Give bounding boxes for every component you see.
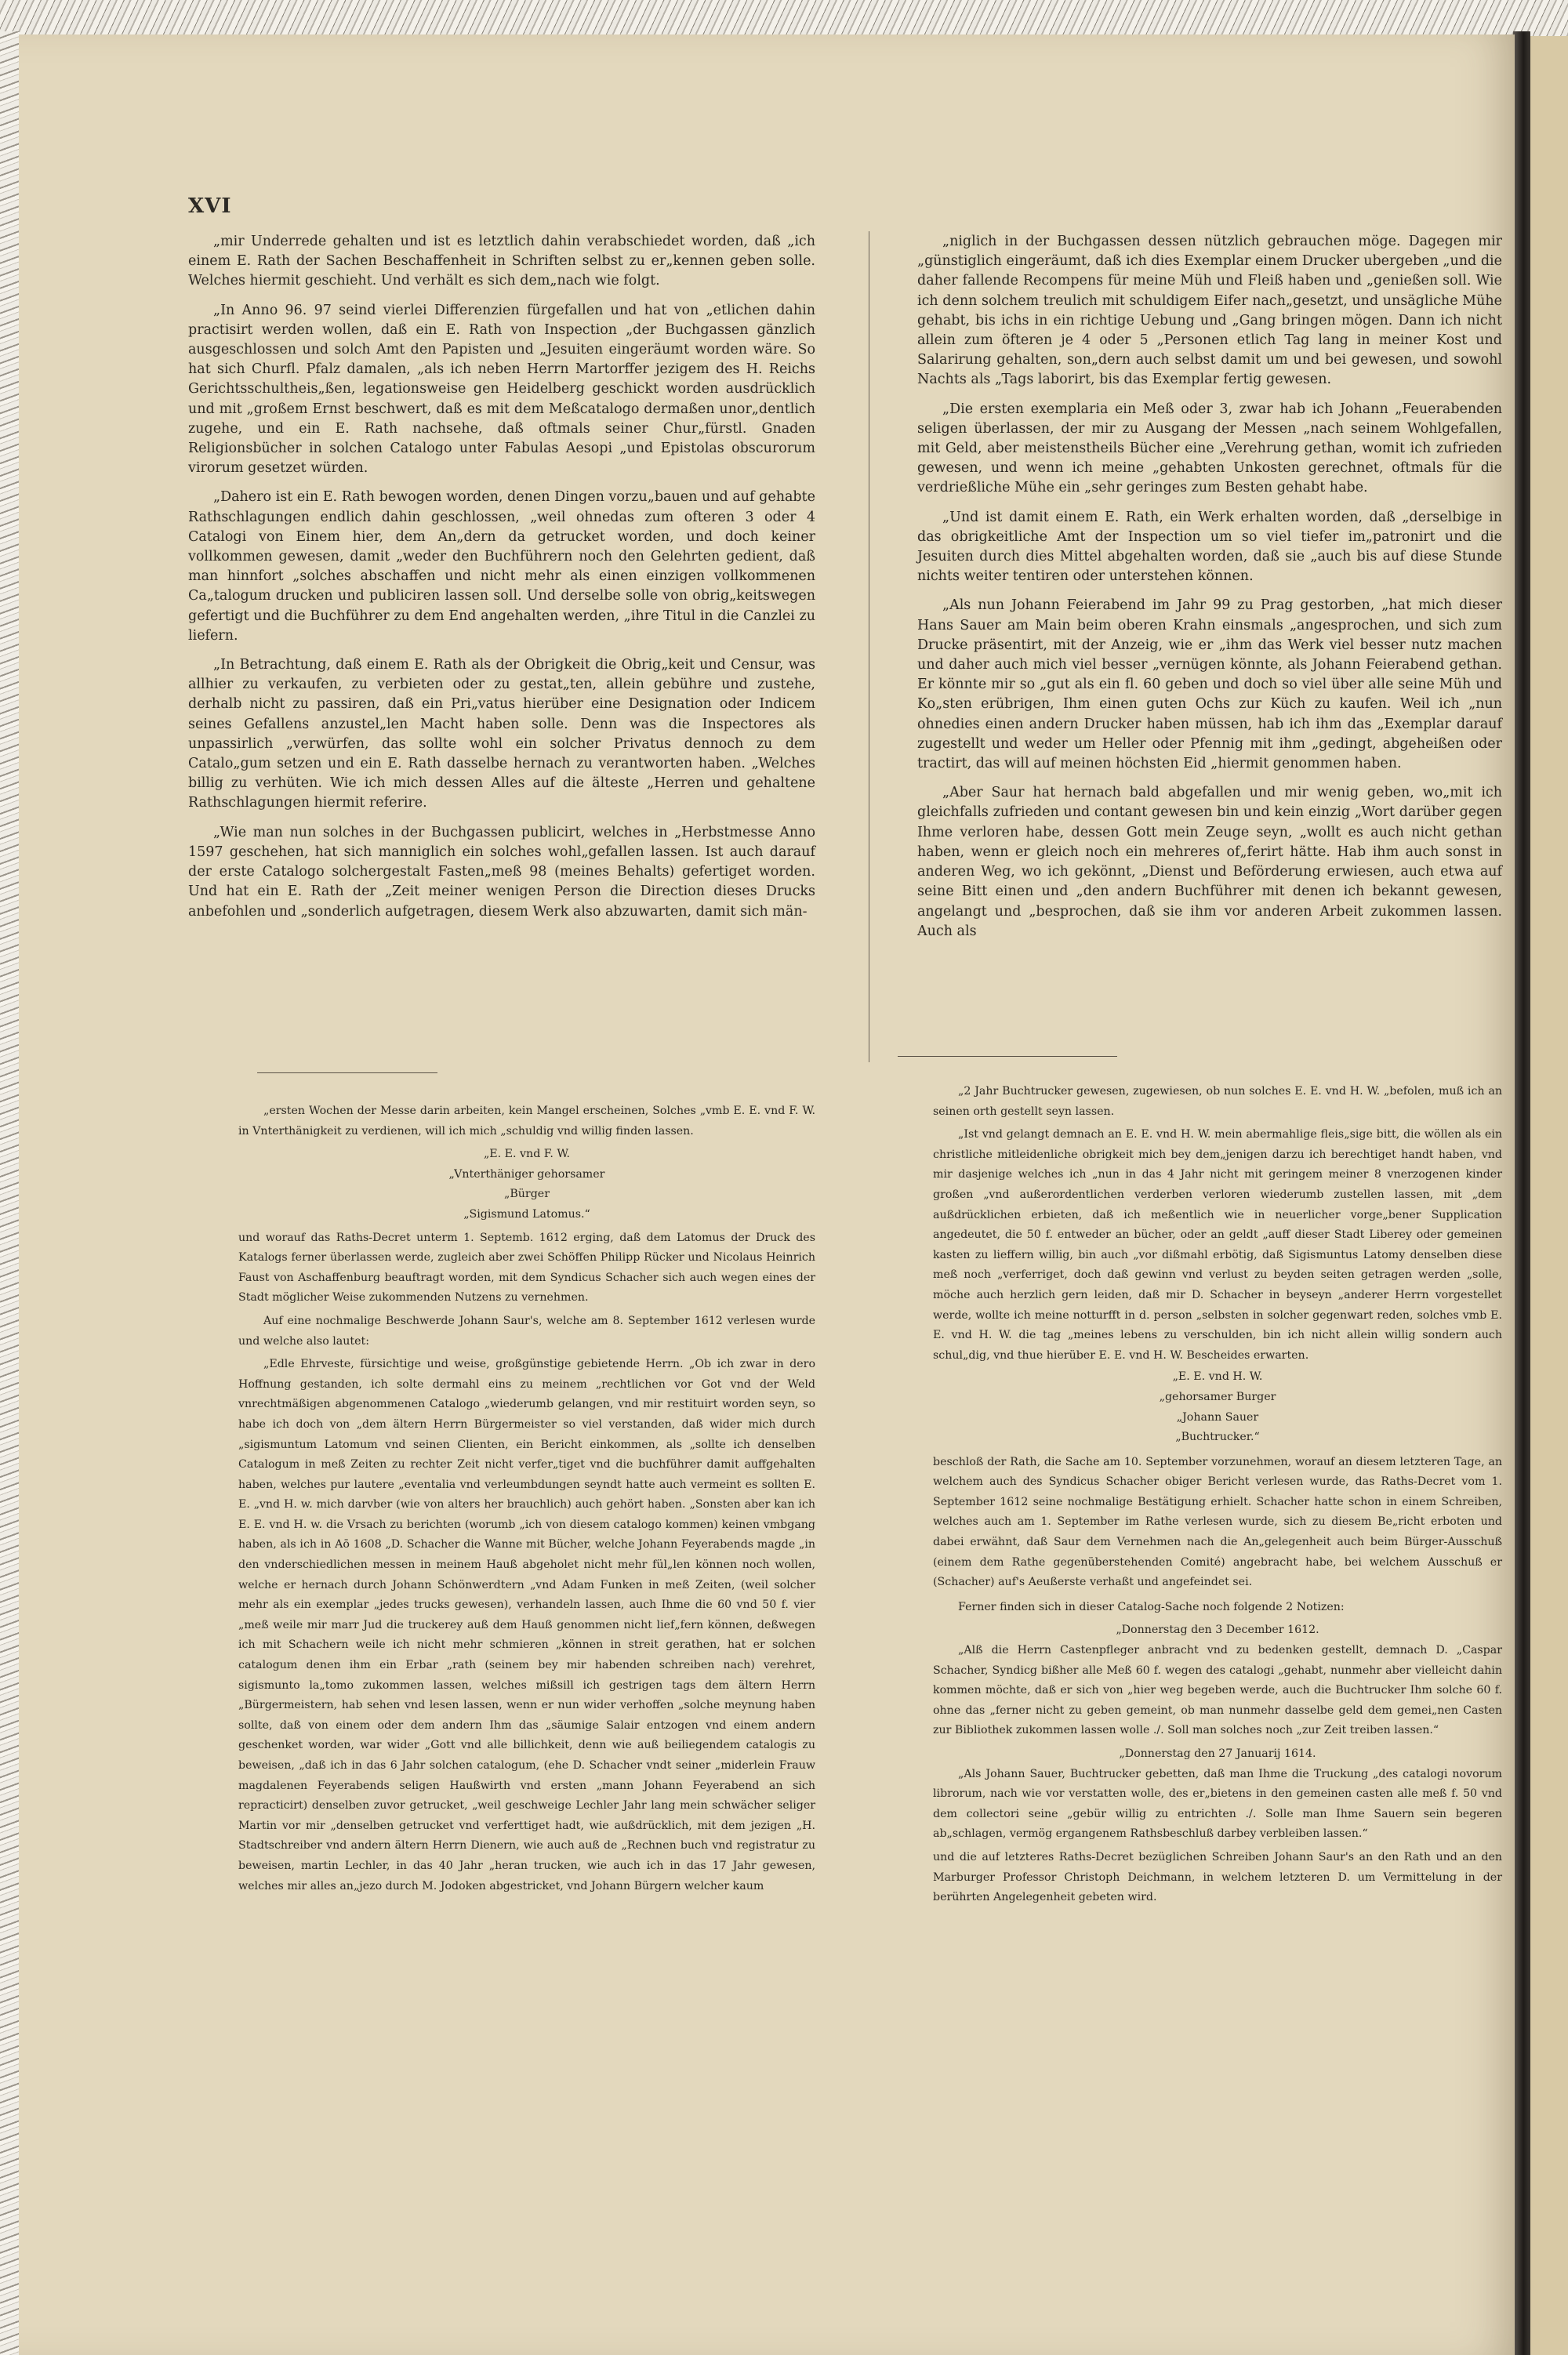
- footnote-paragraph: und die auf letzteres Raths-Decret bezüglichen Schreiben Johann Saur's an den Rath und an den Marburger Professor Christoph Deichmann, in welchem letzteren D. um Vermittelung in der berührten Angelegenheit gebeten wird.: [933, 1850, 1502, 1904]
- signature-line: „E. E. vnd H. W.: [1172, 1370, 1263, 1384]
- right-column-footnote: [933, 1082, 1502, 1918]
- right-column-upper: [917, 232, 1502, 951]
- footnote-paragraph: „Ist vnd gelangt demnach an E. E. vnd H. W. mein abermahlige fleis„sige bitt, die wöllen als ein christliche mitleidenliche obrigkeit mich bey dem„jenigen darzu ich berechtiget handt haben, vnd mir dasjenige welches ich „nun in das 4 Jahr nicht mit geringem meiner 8 vnerzogenen kinder großen „vnd außerordentlichen verderben verloren wiederumb zustellen lassen, mit „dem außdrücklichen erbieten, daß ich meßentlich wie in neuerlicher vorge„bener Supplication angedeutet, die 50 f. entweder an bücher, oder an geldt „auff dieser Stadt Liberey oder gemeinen kasten zu lieffern willig, bin auch „vor dißmahl erbötig, daß Sigismuntus Latomy denselben diese meß noch „verferriget, doch daß gewinn vnd verlust zu beyden seiten getragen werden „solle, möche auch herzlich gern leiden, daß mir D. Schacher in beyseyn „anderer Herrn vorgestellet werde, wollte ich meine notturfft in d. person „selbsten in solcher gegenwart reden, solches vmb E. E. vnd H. W. die tag „meines lebens zu verschulden, bin ich nicht allein willig sondern auch schul„dig, vnd thue hierüber E. E. vnd H. W. Bescheides erwarten.: [933, 1128, 1502, 1362]
- date-heading: „Donnerstag den 3 December 1612.: [1116, 1624, 1319, 1637]
- date-heading: „Donnerstag den 27 Januarij 1614.: [1119, 1747, 1316, 1760]
- footnote-paragraph: „ersten Wochen der Messe darin arbeiten, kein Mangel erscheinen, Solches „vmb E. E. vnd F. W. in Vnterthänigkeit zu verdienen, will ich mich „schuldig vnd willig finden lassen.: [238, 1105, 815, 1138]
- footnote-paragraph: und worauf das Raths-Decret unterm 1. Septemb. 1612 erging, daß dem Latomus der Druck des Katalogs ferner überlassen werde, zugleich aber zwei Schöffen Philipp Rücker und Nicolaus Heinrich Faust von Aschaffenburg beauftragt worden, mit dem Syndicus Schacher sich auch wegen eines der Stadt möglicher Weise zukommenden Nutzens zu vernehmen.: [238, 1231, 815, 1305]
- footnote-paragraph: „Alß die Herrn Castenpfleger anbracht vnd zu bedenken gestellt, demnach D. „Caspar Schacher, Syndicg bißher alle Meß 60 f. wegen des catalogi „gehabt, nunmehr aber vielleicht dahin kommen möchte, daß er sich von „hier weg begeben werde, auch die Buchtrucker Ihm solche 60 f. ohne das „ferner nicht zu geben gemeint, ob man nunmehr dasselbe geld dem gemei„nen Casten zur Bibliothek zukommen lassen wolle ./. Soll man solches noch „zur Zeit treiben lassen.“: [933, 1644, 1502, 1737]
- paragraph: „Die ersten exemplaria ein Meß oder 3, zwar hab ich Johann „Feuerabenden seligen überlassen, der mir zu Ausgang der Messen „nach seinem Wohlgefallen, mit Geld, aber meistenstheils Bücher eine „Verehrung gethan, womit ich zufrieden gewesen, und wenn ich meine „gehabten Unkosten gerechnet, oftmals für die verdrießliche Mühe ein „sehr geringes zum Besten gehabt habe.: [917, 401, 1502, 496]
- paragraph: „In Anno 96. 97 seind vierlei Differenzien fürgefallen und hat von „etlichen dahin practisirt werden wollen, daß ein E. Rath von Inspection „der Buchgassen gänzlich ausgeschlossen und solch Amt den Papisten und „Jesuiten eingeräumt worden wäre. So hat sich Churfl. Pfalz damalen, „als ich neben Herrn Martorffer jezigem des H. Reichs Gerichtsschultheis„ßen, legationsweise gen Heidelberg geschickt worden ausdrücklich und mit „großem Ernst beschwert, daß es mit dem Meßcatalogo dermaßen unor„dentlich zugehe, und ein E. Rath nachsehe, daß oftmals seiner Chur„fürstl. Gnaden Religionsbücher in solchen Catalogo unter Fabulas Aesopi „und Epistolas obscurorum virorum gesetzet würden.: [188, 302, 815, 477]
- left-column-upper: [188, 232, 815, 931]
- paragraph: „Dahero ist ein E. Rath bewogen worden, denen Dingen vorzu„bauen und auf gehabte Rathschlagungen endlich dahin geschlossen, „weil ohnedas zum ofteren 3 oder 4 Catalogi von Einem hier, dem An„dern da getrucket worden, und doch keiner vollkommen gewesen, damit „weder den Buchführern noch den Gelehrten gedient, daß man hinnfort „solches abschaffen und nicht mehr als einen einzigen vollkommenen Ca„talogum drucken und publiciren lassen soll. Und derselbe solle von obrig„keitswegen gefertigt und die Buchführer zu dem End angehalten werden, „ihre Titul in die Canzlei zu liefern.: [188, 489, 815, 644]
- signature-line: „E. E. vnd F. W.: [483, 1148, 571, 1161]
- signature-line: „Johann Sauer: [1176, 1410, 1259, 1424]
- signature-line: „Sigismund Latomus.“: [463, 1207, 590, 1221]
- paragraph: „niglich in der Buchgassen dessen nützlich gebrauchen möge. Dagegen mir „günstiglich eingeräumt, daß ich dies Exemplar einem Drucker ubergeben „und die daher fallende Recompens für meine Müh und Fleiß haben und „genießen soll. Wie ich denn solchem treulich mit schuldigem Eifer nach„gesetzt, und unsägliche Mühe gehabt, bis ichs in ein richtige Uebung und „Gang bringen mögen. Dann ich nicht allein zum öfteren je 4 oder 5 „Personen etlich Tag lang in meiner Kost und Salarirung gehalten, son„dern auch selbst damit um und bei gewesen, und sowohl Nachts als „Tags laborirt, bis das Exemplar fertig gewesen.: [917, 234, 1502, 388]
- footnote-paragraph: „Edle Ehrveste, fürsichtige und weise, großgünstige gebietende Herrn. „Ob ich zwar in dero Hoffnung gestanden, ich solte dermahl eins zu meinem „rechtlichen vor Got vnd der Weld vnrechtmäßigen abgenommenen Catalogo „wiederumb gelangen, vnd mir restituirt worden seyn, so habe ich doch von „dem ältern Herrn Bürgermeister so viel verstanden, daß wider mich durch „sigismuntum Latomum vnd seinen Clienten, ein Bericht einkommen, als „sollte ich denselben Catalogum in meß Zeiten zu rechter Zeit nicht verfer„tiget vnd die buchführer damit auffgehalten haben, welches pur lautere „eventalia vnd verleumbdungen seyndt hatte auch vermeint es sollten E. E. „vnd H. w. mich darvber (wie von alters her brauchlich) auch gehört haben. „Sonsten aber kan ich E. E. vnd H. w. die Vrsach zu berichten (worumb „ich von diesem catalogo kommen) keinen vmbgang haben, als ich in Aō 1608 „D. Schacher die Wanne mit Bücher, welche Johann Feyerabends magde „in den vnderschiedlichen messen in meinem Hauß abgeholet nicht mehr fül„len können noch wollen, welche er hernach durch Johann Schönwerdtern „vnd Adam Funken in meß Zeiten, (weil solcher mehr als ein exemplar „jedes trucks gewesen), verhandeln lassen, auch Ihme die 60 vnd 50 f. vier „meß weile mir marr Jud die truckerey auß dem Hauß genommen nicht lief„fern können, deßwegen ich mit Schachern weile ich nicht mehr schmieren „können in streit gerathen, hat er solchen catalogum denen ihm ein Erbar „rath (seinem bey mir habenden schreiben nach) verehret, sigismunto la„tomo zukommen lassen, welches mißsill ich gestrigen tags dem ältern Herrn „Bürgermeistern, hab sehen vnd lesen lassen, wenn er nun wider verhoffen „solche meynung haben sollte, daß von einem oder dem andern Ihm das „säumige Salair entzogen vnd einem andern geschenket worden, war wider „Gott vnd alle billichkeit, denn wie auß beiliegendem catalogis zu beweisen, „daß ich in das 6 Jahr solchen catalogum, (ehe D. Schacher vndt seiner „miderlein Frauw magdalenen Feyerabends seligen Haußwirth vnd ersten „mann Johann Feyerabend an sich repracticirt) denselben zuvor getrucket, „weil geschweige Lechler Jahr lang mein schwächer seliger Martin vor mir „denselben getrucket vnd verferttiget hadt, wie außdrücklich, mit dem jezigen „H. Stadtschreiber vnd andern ältern Herrn Dienern, wie auch auß de „Rechnen buch vnd registratur zu beweisen, martin Lechler, in das 40 Jahr „heran trucken, wie auch ich in das 17 Jahr gewesen, welches mir alles an„jezo durch M. Jodoken abgestricket, vnd Johann Bürgern welcher kaum: [238, 1358, 815, 1892]
- paragraph: „Als nun Johann Feierabend im Jahr 99 zu Prag gestorben, „hat mich dieser Hans Sauer am Main beim oberen Krahn einsmals „angesprochen, und sich zum Drucke präsentirt, mit der Anzeig, wie er „ihm das Werk viel besser nutz machen und daher auch mich viel besser „vernügen könnte, als Johann Feierabend gethan. Er könnte mir so „gut als ein fl. 60 geben und doch so viel über alle seine Müh und Ko„sten erübrigen, Ihm einen guten Ochs zur Küch zu kaufen. Weil ich „nun ohnedies einen andern Drucker haben müssen, hab ich ihm das „Exemplar darauf zugestellt und weder um Heller oder Pfennig mit ihm „gedingt, abgeheißen oder tractirt, das will auf meinen höchsten Eid „hiermit genommen haben.: [917, 597, 1502, 772]
- signature-line: „Bürger: [504, 1188, 550, 1201]
- book-gutter: [1513, 31, 1530, 2355]
- paragraph: „In Betrachtung, daß einem E. Rath als der Obrigkeit die Obrig„keit und Censur, was allhier zu verkaufen, zu verbieten oder zu gestat„ten, allein gebühre und zustehe, derhalb nicht zu passiren, daß ein Pri„vatus hierüber eine Designation oder Indicem seines Gefallens anzustel„len Macht haben solle. Denn was die Inspectores als unpassirlich „verwürfen, das sollte wohl ein solcher Privatus dennoch zu dem Catalo„gum setzen und ein E. Rath dasselbe hernach zu verantworten haben. „Welches billig zu verhüten. Wie ich mich dessen Alles auf die älteste „Herren und gehaltene Rathschlagungen hiermit referire.: [188, 657, 815, 811]
- paragraph: „Wie man nun solches in der Buchgassen publicirt, welches in „Herbstmesse Anno 1597 geschehen, hat sich manniglich ein solches wohl„gefallen lassen. Ist auch darauf der erste Catalogo solchergestalt Fasten„meß 98 (meines Behalts) gefertiget worden. Und hat ein E. Rath der „Zeit meiner wenigen Person die Direction dieses Drucks anbefohlen und „sonderlich aufgetragen, diesem Werk also abzuwarten, damit sich män-: [188, 824, 815, 920]
- marbled-endpaper-left: [0, 31, 20, 2355]
- footnote-paragraph: Auf eine nochmalige Beschwerde Johann Saur's, welche am 8. September 1612 verlesen wurde und welche also lautet:: [238, 1314, 815, 1348]
- facing-page-edge: [1530, 36, 1568, 2355]
- paragraph: „Und ist damit einem E. Rath, ein Werk erhalten worden, daß „derselbige in das obrigkeitliche Amt der Inspection um so viel tiefer im„patronirt und die Jesuiten durch dies Mittel abgehalten worden, daß sie „auch bis auf diese Stunde nichts weiter tentiren oder unterstehen können.: [917, 509, 1502, 585]
- footnote-paragraph: Ferner finden sich in dieser Catalog-Sache noch folgende 2 Notizen:: [958, 1600, 1345, 1613]
- footnote-rule-right: [898, 1056, 1117, 1057]
- paragraph: „mir Underrede gehalten und ist es letztlich dahin verabschiedet worden, daß „ich einem E. Rath der Sachen Beschaffenheit in Schriften selbst zu er„kennen geben solle. Welches hiermit geschieht. Und verhält es sich dem„nach wie folgt.: [188, 234, 815, 289]
- footnote-paragraph: „Als Johann Sauer, Buchtrucker gebetten, daß man Ihme die Truckung „des catalogi novorum librorum, nach wie vor verstatten wolle, des er„bietens in den gemeinen casten alle meß f. 50 vnd dem collectori seine „gebür willig zu entrichten ./. Solle man Ihme Sauern sein begeren ab„schlagen, vermög ergangenem Rathsbeschluß darbey verbleiben lassen.“: [933, 1767, 1502, 1841]
- signature-line: „gehorsamer Burger: [1159, 1390, 1276, 1403]
- signature-line: „Buchtrucker.“: [1175, 1431, 1260, 1444]
- signature-line: „Vnterthäniger gehorsamer: [448, 1167, 605, 1181]
- page-number: XVI: [188, 194, 232, 218]
- footnote-paragraph: „2 Jahr Buchtrucker gewesen, zugewiesen, ob nun solches E. E. vnd H. W. „befolen, muß ich an seinen orth gestellt seyn lassen.: [933, 1085, 1502, 1118]
- footnote-rule-left: [257, 1072, 437, 1073]
- left-column-footnote: [238, 1101, 815, 1906]
- paragraph: „Aber Saur hat hernach bald abgefallen und mir wenig geben, wo„mit ich gleichfalls zufrieden und contant gewesen bin und kein einzig „Wort darüber gegen Ihme verloren habe, dessen Gott mein Zeuge seyn, „wollt es auch nicht gethan haben, wenn er gleich noch ein mehreres of„ferirt hätte. Hab ihm auch sonst in anderen Weg, wo ich gekönnt, „Dienst und Beförderung erwiesen, auch etwa auf seine Bitt einen und „den andern Buchführer mit denen ich bekannt gewesen, angelangt und „besprochen, daß sie ihm vor anderen Arbeit zukommen lassen. Auch als: [917, 785, 1502, 939]
- footnote-paragraph: beschloß der Rath, die Sache am 10. September vorzunehmen, worauf an diesem letzteren Tage, an welchem auch des Syndicus Schacher obiger Bericht verlesen wurde, das Raths-Decret vom 1. September 1612 seine nochmalige Bestätigung erhielt. Schacher hatte schon in einem Schreiben, welches auch am 1. September im Rathe verlesen wurde, sich zu diesem Be„richt erboten und dabei erwähnt, daß Saur dem Vernehmen nach die An„gelegenheit auch beim Bürger-Ausschuß (einem dem Rathe gegenüberstehenden Comité) angebracht habe, bei welchem Ausschuß er (Schacher) auf's Aeußerste verhaßt und angefeindet sei.: [933, 1455, 1502, 1589]
